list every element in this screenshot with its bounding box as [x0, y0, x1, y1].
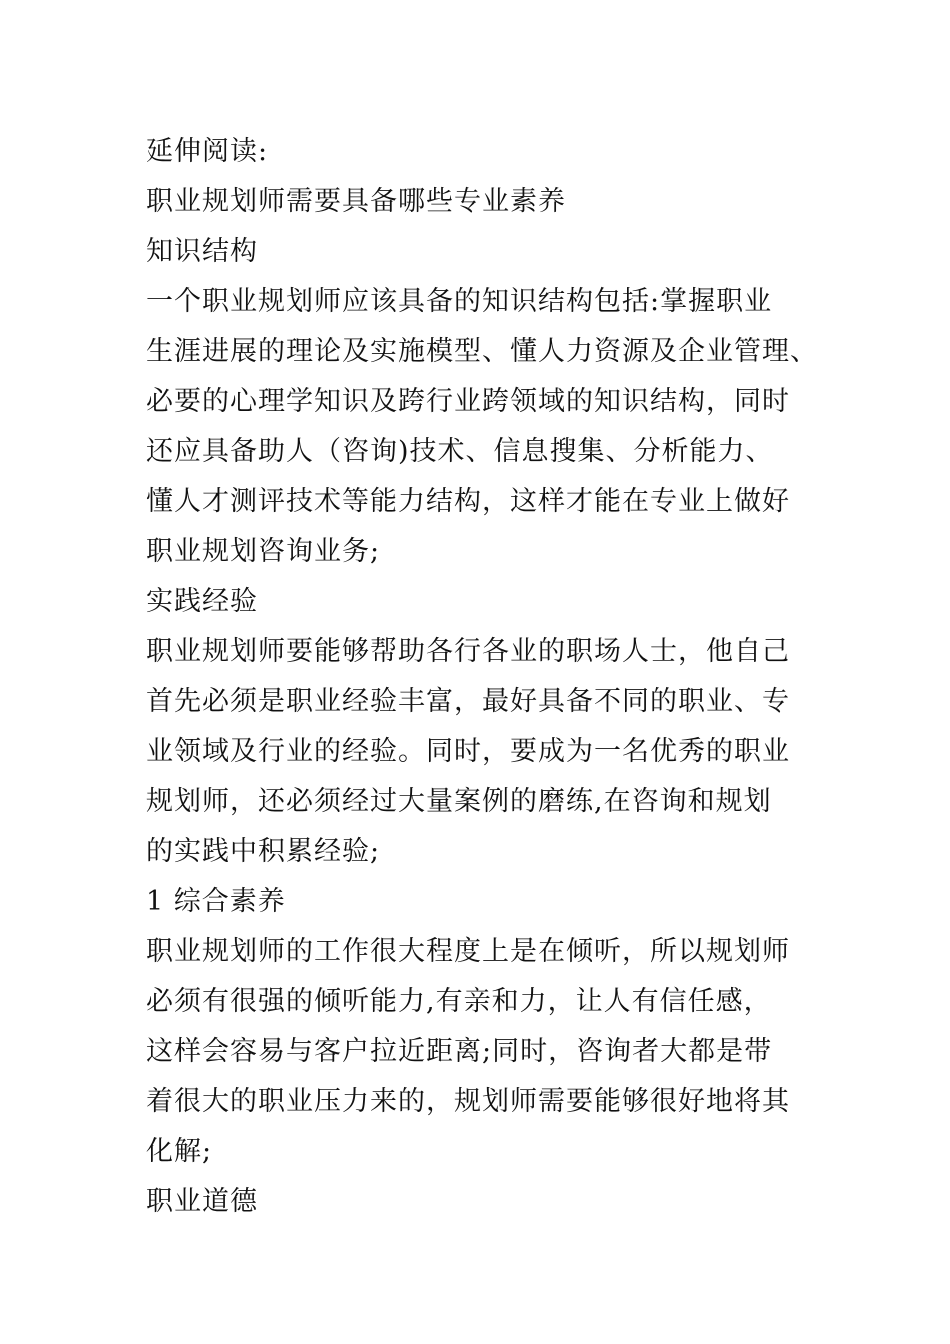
text-line: 着很大的职业压力来的，规划师需要能够很好地将其	[146, 1086, 790, 1117]
text-line: 必要的心理学知识及跨行业跨领域的知识结构，同时	[146, 386, 790, 417]
heading-comprehensive-quality: 1 综合素养	[146, 886, 286, 917]
text-line: 首先必须是职业经验丰富，最好具备不同的职业、专	[146, 686, 790, 717]
text-line: 的实践中积累经验;	[146, 836, 381, 867]
text-line: 生涯进展的理论及实施模型、懂人力资源及企业管理、	[146, 336, 818, 367]
text-line: 化解;	[146, 1136, 213, 1167]
text-line: 规划师，还必须经过大量案例的磨练,在咨询和规划	[146, 786, 772, 817]
text-line: 懂人才测评技术等能力结构，这样才能在专业上做好	[146, 486, 790, 517]
heading-knowledge-structure: 知识结构	[146, 236, 258, 267]
article-title: 职业规划师需要具备哪些专业素养	[146, 186, 566, 217]
text-line: 职业规划师的工作很大程度上是在倾听，所以规划师	[146, 936, 790, 967]
text-line: 职业规划咨询业务;	[146, 536, 381, 567]
text-line: 还应具备助人（咨询)技术、信息搜集、分析能力、	[146, 436, 774, 467]
text-line: 这样会容易与客户拉近距离;同时，咨询者大都是带	[146, 1036, 773, 1067]
text-line: 业领域及行业的经验。同时，要成为一名优秀的职业	[146, 736, 790, 767]
heading-professional-ethics: 职业道德	[146, 1186, 258, 1217]
text-line: 一个职业规划师应该具备的知识结构包括:掌握职业	[146, 286, 773, 317]
section-label-extended-reading: 延伸阅读:	[146, 136, 269, 167]
text-line: 职业规划师要能够帮助各行各业的职场人士，他自己	[146, 636, 790, 667]
document-body	[146, 127, 836, 1227]
text-line: 必须有很强的倾听能力,有亲和力，让人有信任感，	[146, 986, 772, 1017]
heading-practical-experience: 实践经验	[146, 586, 258, 617]
